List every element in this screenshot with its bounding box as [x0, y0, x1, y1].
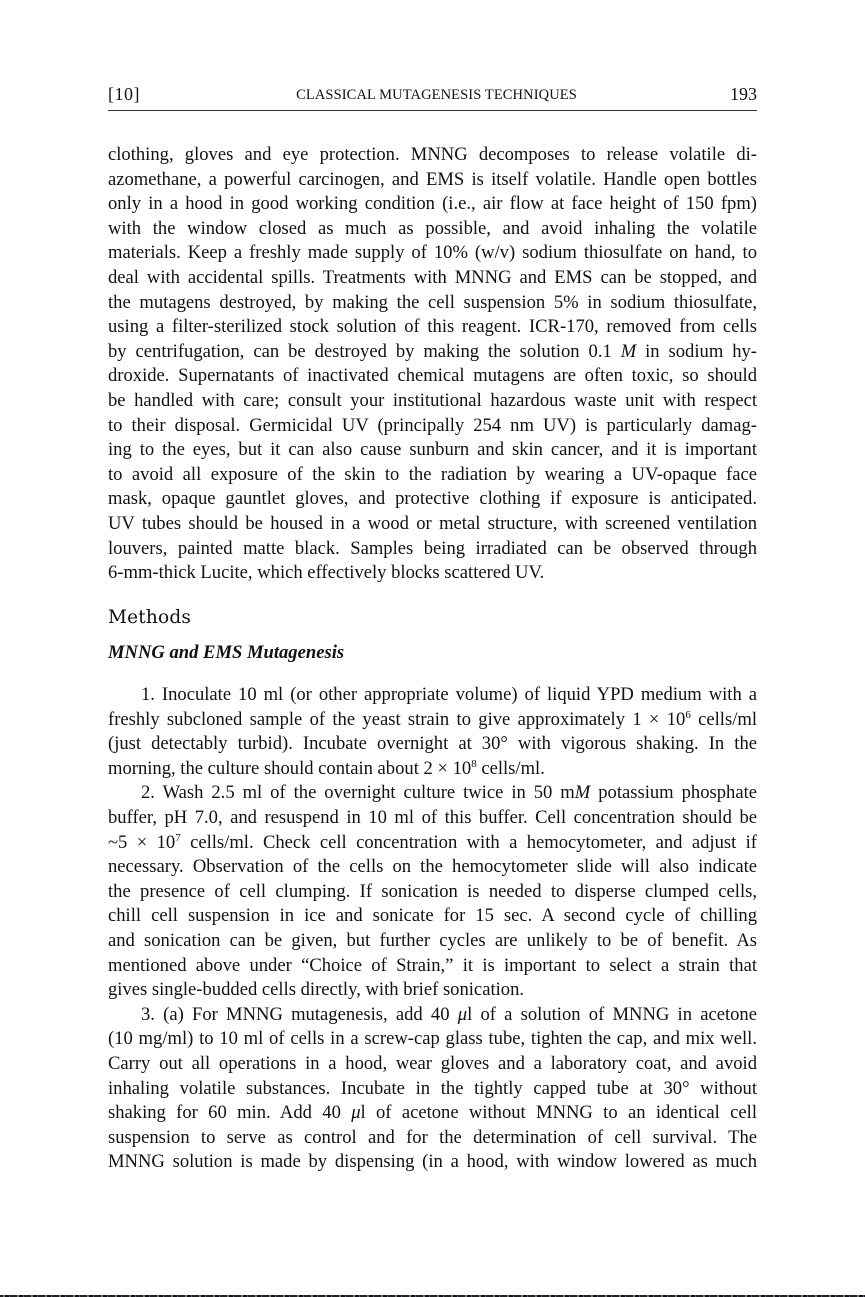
- text-line: deal with accidental spills. Treatments with MNNG and EMS can be stopped, and: [108, 266, 757, 288]
- text-line: using a filter-sterilized stock solution of this reagent. ICR-170, removed from cells: [108, 316, 757, 338]
- running-title: CLASSICAL MUTAGENESIS TECHNIQUES: [296, 87, 577, 103]
- step-1-line: (just detectably turbid). Incubate overnight at 30° with vigorous shaking. In the: [108, 733, 757, 755]
- text-run: cells/ml. Check cell concentration with a hemocytometer, and adjust if: [180, 831, 757, 853]
- chapter-number: [10]: [108, 84, 140, 104]
- step-2-line: and sonication can be given, but further cycles are unlikely to be of benefit. As: [108, 929, 757, 951]
- text-line: clothing, gloves and eye protection. MNNG decomposes to release volatile di-: [108, 144, 757, 165]
- step-1-line: [108, 757, 757, 782]
- section-heading-methods: Methods: [108, 607, 192, 628]
- text-run: l of acetone without MNNG to an identical cell: [360, 1102, 757, 1124]
- step-3-line: MNNG solution is made by dispensing (in a hood, with window lowered as much: [108, 1151, 757, 1173]
- text-run: 2. Wash 2.5 ml of the overnight culture twice in 50 m: [141, 782, 575, 804]
- text-line: azomethane, a powerful carcinogen, and EMS is itself volatile. Handle open bottles: [108, 168, 757, 190]
- micro-symbol: μ: [457, 1003, 468, 1025]
- step-2-line: [108, 781, 757, 806]
- text-run: by centrifugation, can be destroyed by making the solution 0.1: [108, 340, 621, 362]
- text-line: only in a hood in good working condition (i.e., air flow at face height of 150 fpm): [108, 193, 757, 215]
- step-2-line: the presence of cell clumping. If sonication is needed to disperse clumped cells,: [108, 880, 757, 902]
- step-2-line: chill cell suspension in ice and sonicate for 15 sec. A second cycle of chilling: [108, 905, 757, 927]
- step-3-line: (10 mg/ml) to 10 ml of cells in a screw-cap glass tube, tighten the cap, and mix well.: [108, 1028, 757, 1050]
- header-rule: [108, 110, 757, 111]
- step-2-line: mentioned above under “Choice of Strain,” it is important to select a strain that: [108, 954, 757, 976]
- text-line: louvers, painted matte black. Samples being irradiated can be observed through: [108, 537, 757, 559]
- text-run: cells/ml: [690, 708, 757, 730]
- text-line: with the window closed as much as possible, and avoid inhaling the volatile: [108, 217, 757, 239]
- running-head: [108, 82, 757, 106]
- molar-unit: M: [620, 340, 637, 362]
- text-run: potassium phosphate: [590, 782, 757, 804]
- step-3-line: inhaling volatile substances. Incubate in the tightly capped tube at 30° without: [108, 1077, 757, 1099]
- text-run: l of a solution of MNNG in acetone: [467, 1003, 757, 1025]
- step-2-line: gives single-budded cells directly, with brief sonication.: [108, 979, 525, 1001]
- exponent: 7: [175, 831, 181, 844]
- text-line: to their disposal. Germicidal UV (principally 254 nm UV) is particularly damag-: [108, 414, 757, 436]
- step-3-line: suspension to serve as control and for the determination of cell survival. The: [108, 1126, 757, 1148]
- text-line: to avoid all exposure of the skin to the radiation by wearing a UV-opaque face: [108, 463, 757, 485]
- subsection-heading: MNNG and EMS Mutagenesis: [108, 642, 345, 663]
- exponent: 6: [685, 708, 691, 721]
- text-line: droxide. Supernatants of inactivated chemical mutagens are often toxic, so should: [108, 365, 757, 387]
- text-line: be handled with care; consult your institutional hazardous waste unit with respect: [108, 389, 757, 411]
- step-1-line: 1. Inoculate 10 ml (or other appropriate volume) of liquid YPD medium with a: [141, 684, 757, 705]
- text-line: mask, opaque gauntlet gloves, and protective clothing if exposure is anticipated.: [108, 488, 757, 510]
- text-run: shaking for 60 min. Add 40: [108, 1102, 352, 1124]
- text-line: ing to the eyes, but it can also cause sunburn and skin cancer, and it is important: [108, 439, 757, 461]
- step-2-line: necessary. Observation of the cells on the hemocytometer slide will also indicate: [108, 856, 757, 878]
- step-3-line: Carry out all operations in a hood, wear gloves and a laboratory coat, and avoid: [108, 1052, 757, 1074]
- text-run: in sodium hy-: [636, 340, 757, 362]
- text-line: materials. Keep a freshly made supply of 10% (w/v) sodium thiosulfate on hand, to: [108, 242, 757, 264]
- methods-steps: [108, 683, 757, 1175]
- step-2-line: [108, 831, 757, 856]
- micro-symbol: μ: [351, 1102, 361, 1124]
- exponent: 8: [471, 757, 477, 770]
- step-3-line: [108, 1101, 757, 1126]
- text-line: the mutagens destroyed, by making the cell suspension 5% in sodium thiosulfate,: [108, 291, 757, 313]
- text-line: 6-mm-thick Lucite, which effectively blocks scattered UV.: [108, 562, 545, 584]
- text-run: morning, the culture should contain about 2 × 10: [108, 757, 472, 779]
- text-run: ~5 × 10: [108, 831, 176, 853]
- step-3-line: [108, 1003, 757, 1028]
- molar-unit: M: [574, 782, 591, 804]
- text-line: [108, 340, 757, 365]
- step-1-line: [108, 708, 757, 733]
- text-line: UV tubes should be housed in a wood or metal structure, with screened ventilation: [108, 512, 757, 534]
- text-run: freshly subcloned sample of the yeast strain to give approximately 1 × 10: [108, 708, 686, 730]
- page-number: 193: [730, 84, 757, 104]
- text-run: 3. (a) For MNNG mutagenesis, add 40: [141, 1003, 458, 1025]
- text-run: cells/ml.: [476, 757, 545, 779]
- step-2-line: buffer, pH 7.0, and resuspend in 10 ml of this buffer. Cell concentration should be: [108, 806, 757, 828]
- intro-paragraph: [108, 143, 757, 586]
